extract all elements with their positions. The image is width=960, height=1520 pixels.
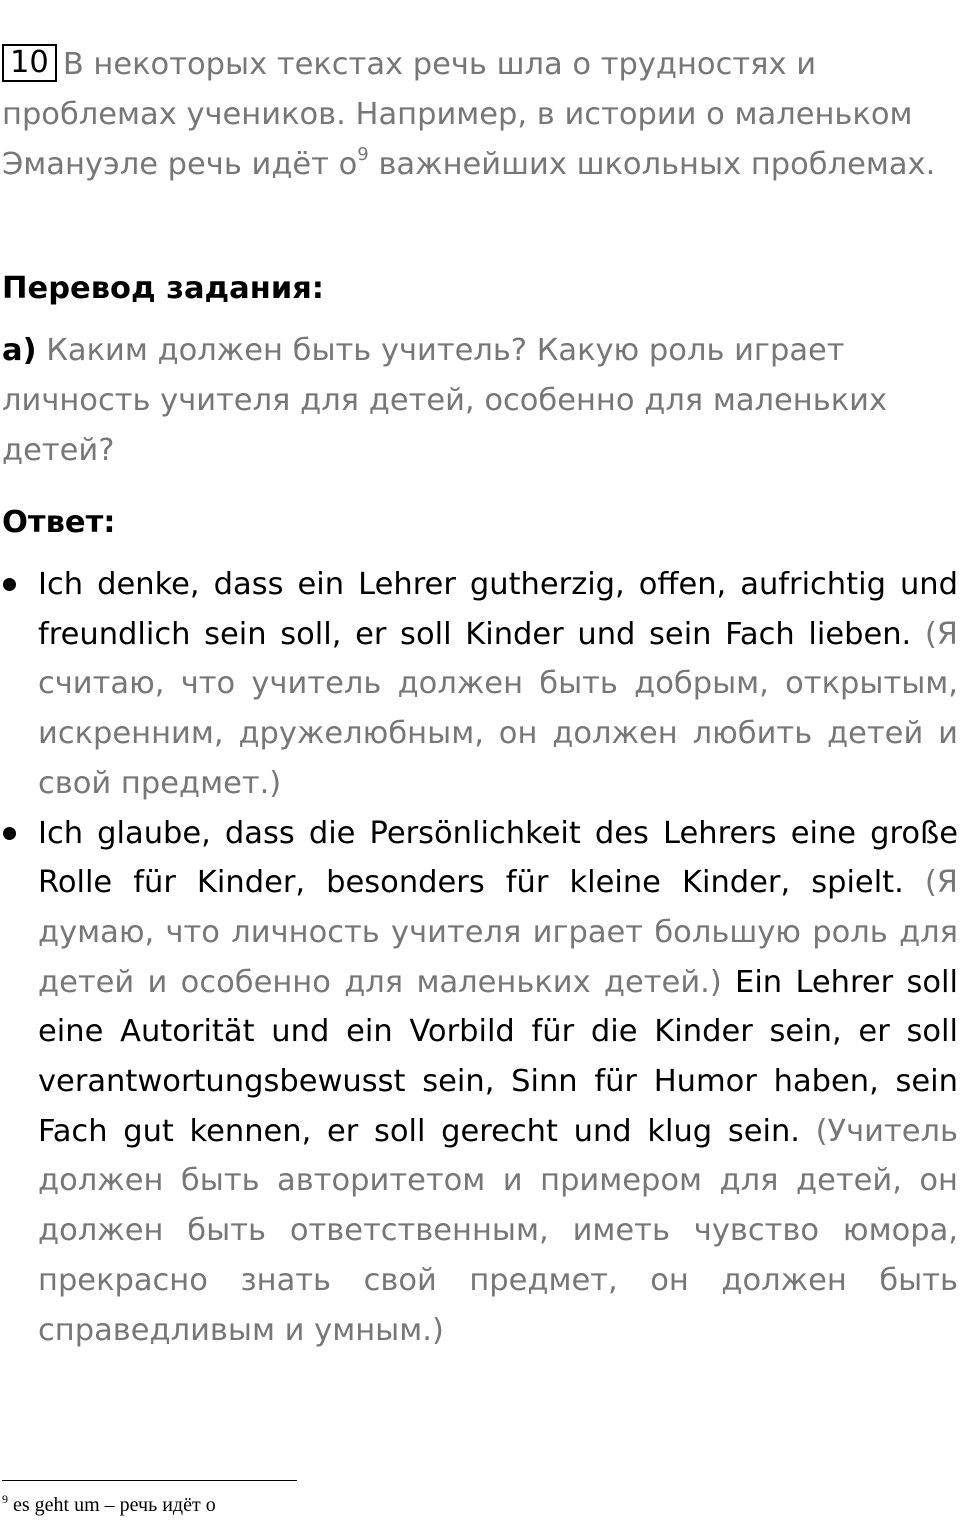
answer-2-german-1: Ich glaube, dass die Persönlichkeit des Lehrers eine große Rolle für Kinder, besonders für kleine Kinder, spielt. bbox=[38, 815, 958, 901]
task-paragraph bbox=[2, 40, 958, 190]
answer-1-german: Ich denke, dass ein Lehrer gutherzig, offen, aufrichtig und freundlich sein soll, er soll Kinder und sein Fach lieben. bbox=[38, 567, 958, 652]
translated-question bbox=[2, 326, 958, 476]
footnote-reference: 9 bbox=[357, 144, 369, 165]
answer-list bbox=[0, 560, 958, 1355]
answer-heading: Ответ: bbox=[2, 505, 116, 540]
bullet-icon bbox=[3, 578, 16, 591]
translation-heading: Перевод задания: bbox=[2, 271, 324, 306]
answer-item-2 bbox=[0, 809, 958, 1356]
task-text-part1: В некоторых текстах речь шла о трудностях и проблемах учеников. Например, в истории о маленьком Эмануэле речь идёт о bbox=[2, 47, 913, 182]
task-text-part2: важнейших школьных проблемах. bbox=[368, 147, 936, 182]
answer-2-russian-1: (Я думаю, что личность учителя играет большую роль для детей и особенно для маленьких детей.) bbox=[38, 865, 958, 1000]
footnote bbox=[2, 1490, 216, 1520]
question-text: Каким должен быть учитель? Какую роль играет личность учителя для детей, особенно для маленьких детей? bbox=[2, 333, 888, 468]
bullet-icon bbox=[3, 827, 16, 840]
answer-2-german-2: Ein Lehrer soll eine Autorität und ein Vorbild für die Kinder sein, er soll verantwortungsbewusst sein, Sinn für Humor haben, sein Fach gut kennen, er soll gerecht und klug sein. bbox=[38, 964, 958, 1149]
question-label: а) bbox=[2, 333, 37, 368]
answer-2-russian-2: (Учитель должен быть авторитетом и примером для детей, он должен быть ответственным, иметь чувство юмора, прекрасно знать свой предмет, он должен быть справедливым и умным.) bbox=[38, 1113, 958, 1348]
footnote-separator bbox=[2, 1480, 297, 1481]
footnote-text: es geht um – речь идёт о bbox=[8, 1494, 216, 1516]
task-number-box: 10 bbox=[2, 44, 57, 82]
answer-1-russian: (Я считаю, что учитель должен быть добрым, открытым, искренним, дружелюбным, он должен любить детей и свой предмет.) bbox=[38, 616, 958, 801]
answer-item-1 bbox=[0, 560, 958, 809]
footnote-number: 9 bbox=[2, 1492, 8, 1506]
